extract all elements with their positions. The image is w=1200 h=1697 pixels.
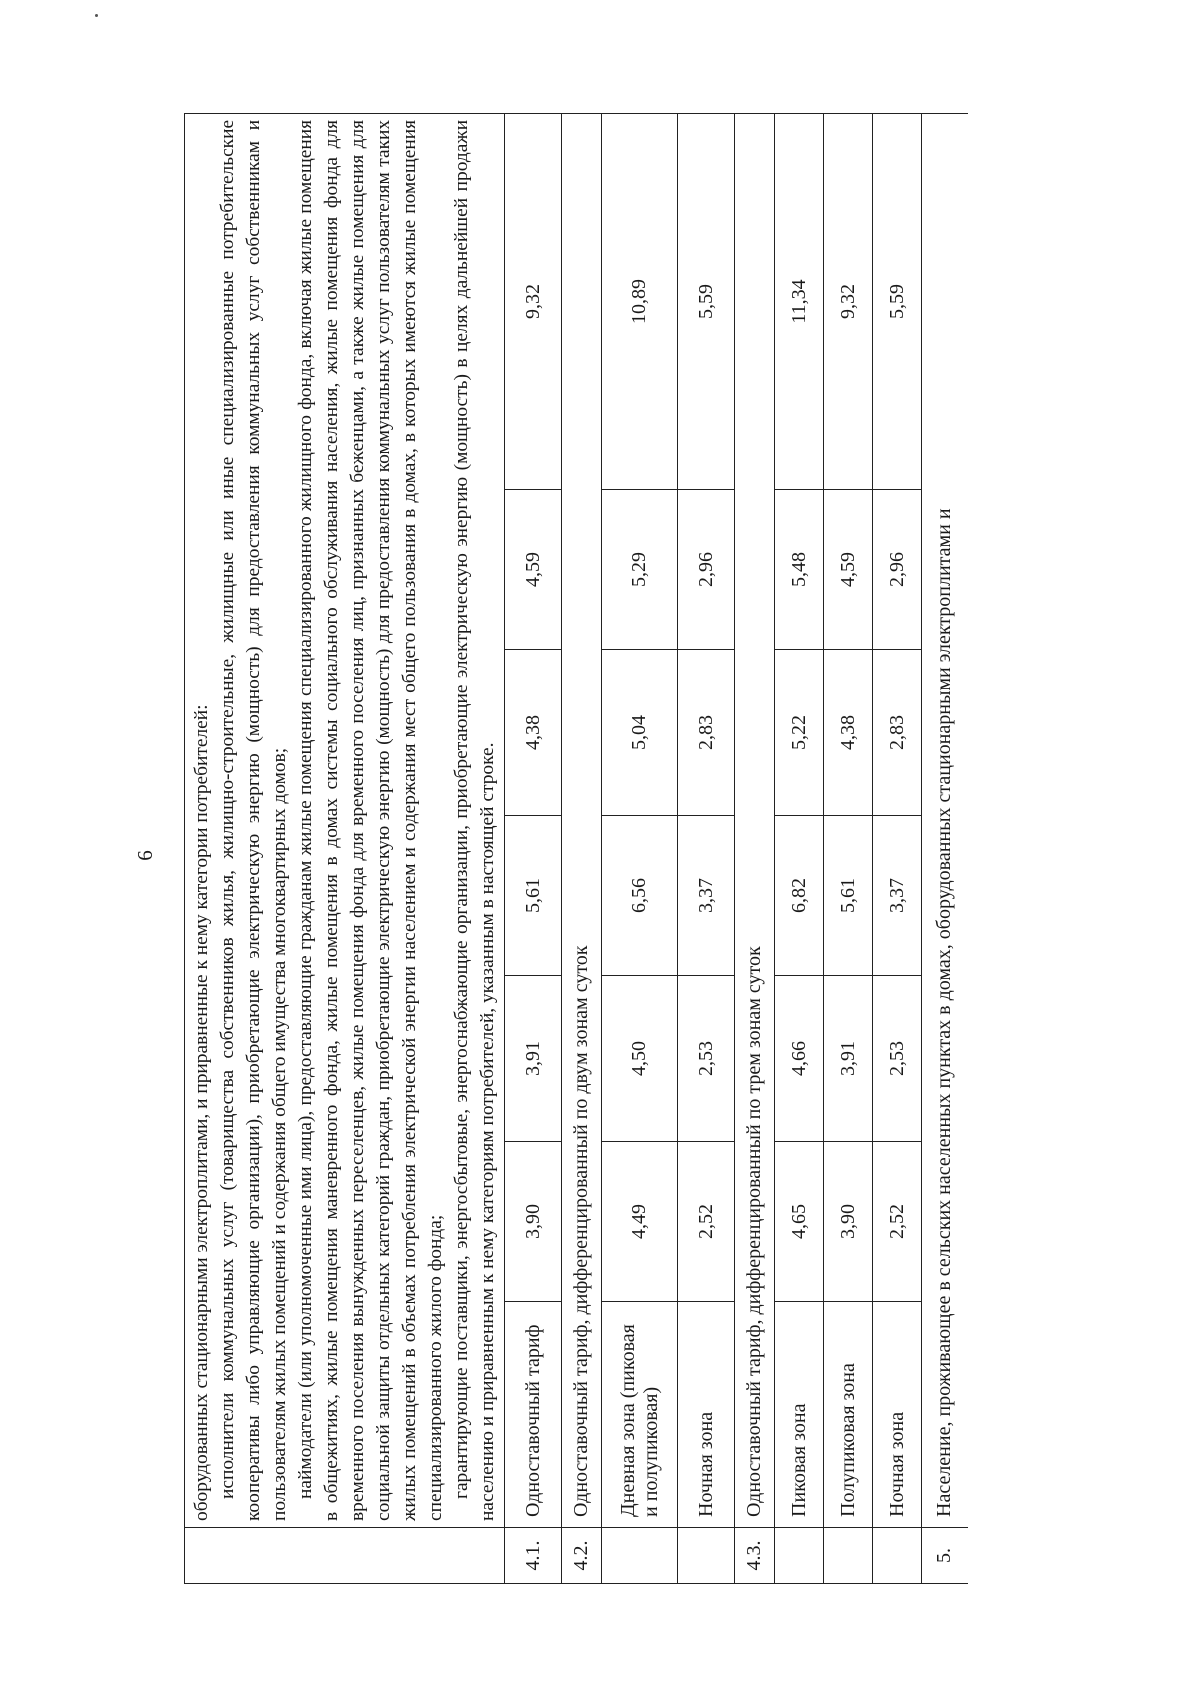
row-number	[775, 1528, 824, 1584]
intro-paragraph: гарантирующие поставщики, энергосбытовые, энергоснабжающие организации, приобретающие электрическую энергию (мощность) в целях дальнейшей продажи населению и приравненным к нему категориям потребителей, указанным в настоящей строке.	[451, 119, 498, 1521]
row-number	[873, 1528, 922, 1584]
row-number: 5.	[922, 1528, 968, 1584]
table-row	[678, 113, 735, 1583]
rotated-page	[184, 114, 1084, 1584]
intro-text-cell	[185, 113, 505, 1527]
row-label: Пиковая зона	[775, 1302, 824, 1528]
value-cell: 2,96	[678, 490, 735, 650]
table-row	[775, 113, 824, 1583]
row-label: Полупиковая зона	[824, 1302, 873, 1528]
value-cell: 11,34	[775, 113, 824, 489]
table-row	[922, 113, 968, 1583]
value-cell: 3,90	[505, 1142, 562, 1302]
value-cell: 9,32	[824, 113, 873, 489]
table-row	[735, 113, 775, 1583]
section-header: Одноставочный тариф, дифференцированный по трем зонам суток	[735, 113, 775, 1527]
value-cell: 4,66	[775, 976, 824, 1142]
table-row	[562, 113, 602, 1583]
row-label: Ночная зона	[873, 1302, 922, 1528]
value-cell: 5,04	[602, 650, 678, 816]
value-cell: 6,56	[602, 816, 678, 976]
value-cell: 9,32	[505, 113, 562, 489]
tariff-table	[184, 113, 968, 1584]
value-cell: 5,61	[505, 816, 562, 976]
value-cell: 4,38	[505, 650, 562, 816]
intro-num-cell	[185, 1528, 505, 1584]
value-cell: 2,53	[873, 976, 922, 1142]
row-number: 4.3.	[735, 1528, 775, 1584]
value-cell: 4,59	[824, 490, 873, 650]
value-cell: 2,83	[678, 650, 735, 816]
intro-paragraph: оборудованных стационарными электроплитами, и приравненные к нему категории потребителей:	[191, 704, 212, 1521]
row-number	[602, 1528, 678, 1584]
page-number: 6	[132, 850, 157, 861]
value-cell: 3,37	[678, 816, 735, 976]
intro-paragraph: исполнители коммунальных услуг (товарищества собственников жилья, жилищно-строительные, жилищные или иные специализированные потребительские кооперативы либо управляющие организации), приобретающие электрическую энергию (мощность) для предоставления коммунальных услуг собственникам и пользователям жилых помещений и содержания общего имущества многоквартирных домов;	[217, 119, 290, 1521]
value-cell: 3,90	[824, 1142, 873, 1302]
value-cell: 2,52	[873, 1142, 922, 1302]
table-row	[873, 113, 922, 1583]
tariff-table-body	[185, 113, 968, 1583]
value-cell: 6,82	[775, 816, 824, 976]
value-cell: 5,59	[678, 113, 735, 489]
value-cell: 3,91	[505, 976, 562, 1142]
value-cell: 3,37	[873, 816, 922, 976]
value-cell: 5,22	[775, 650, 824, 816]
row-number	[824, 1528, 873, 1584]
value-cell: 4,59	[505, 490, 562, 650]
intro-paragraph: наймодатели (или уполномоченные ими лица), предоставляющие гражданам жилые помещения специализированного жилищного фонда, включая жилые помещения в общежитиях, жилые помещения маневренного фонда, жилые помещения в домах системы социального обслуживания населения, жилые помещения фонда для временного поселения вынужденных переселенцев, жилые помещения фонда для временного поселения лиц, признанных беженцами, а также жилые помещения для социальной защиты отдельных категорий граждан, приобретающие электрическую энергию (мощность) для предоставления коммунальных услуг пользователям таких жилых помещений в объемах потребления электрической энергии населением и содержания мест общего пользования в домах, в которых имеются жилые помещения специализированного жилого фонда;	[295, 119, 446, 1521]
value-cell: 2,53	[678, 976, 735, 1142]
value-cell: 10,89	[602, 113, 678, 489]
table-row	[505, 113, 562, 1583]
scan-mark	[95, 14, 98, 17]
value-cell: 4,49	[602, 1142, 678, 1302]
row-label: Дневная зона (пиковая и полупиковая)	[602, 1302, 678, 1528]
row-number: 4.1.	[505, 1528, 562, 1584]
section-header: Одноставочный тариф, дифференцированный по двум зонам суток	[562, 113, 602, 1527]
value-cell: 2,52	[678, 1142, 735, 1302]
intro-text	[185, 114, 504, 1527]
value-cell: 5,61	[824, 816, 873, 976]
value-cell: 2,83	[873, 650, 922, 816]
table-row	[602, 113, 678, 1583]
value-cell: 2,96	[873, 490, 922, 650]
table-row	[824, 113, 873, 1583]
row-label: Одноставочный тариф	[505, 1302, 562, 1528]
value-cell: 3,91	[824, 976, 873, 1142]
row-label: Ночная зона	[678, 1302, 735, 1528]
value-cell: 5,59	[873, 113, 922, 489]
value-cell: 5,48	[775, 490, 824, 650]
intro-row	[185, 113, 505, 1583]
value-cell: 4,38	[824, 650, 873, 816]
value-cell: 4,65	[775, 1142, 824, 1302]
value-cell: 5,29	[602, 490, 678, 650]
row-number	[678, 1528, 735, 1584]
value-cell: 4,50	[602, 976, 678, 1142]
row-number: 4.2.	[562, 1528, 602, 1584]
row-label: Население, проживающее в сельских населенных пунктах в домах, оборудованных стационарными электроплитами и	[922, 113, 968, 1527]
